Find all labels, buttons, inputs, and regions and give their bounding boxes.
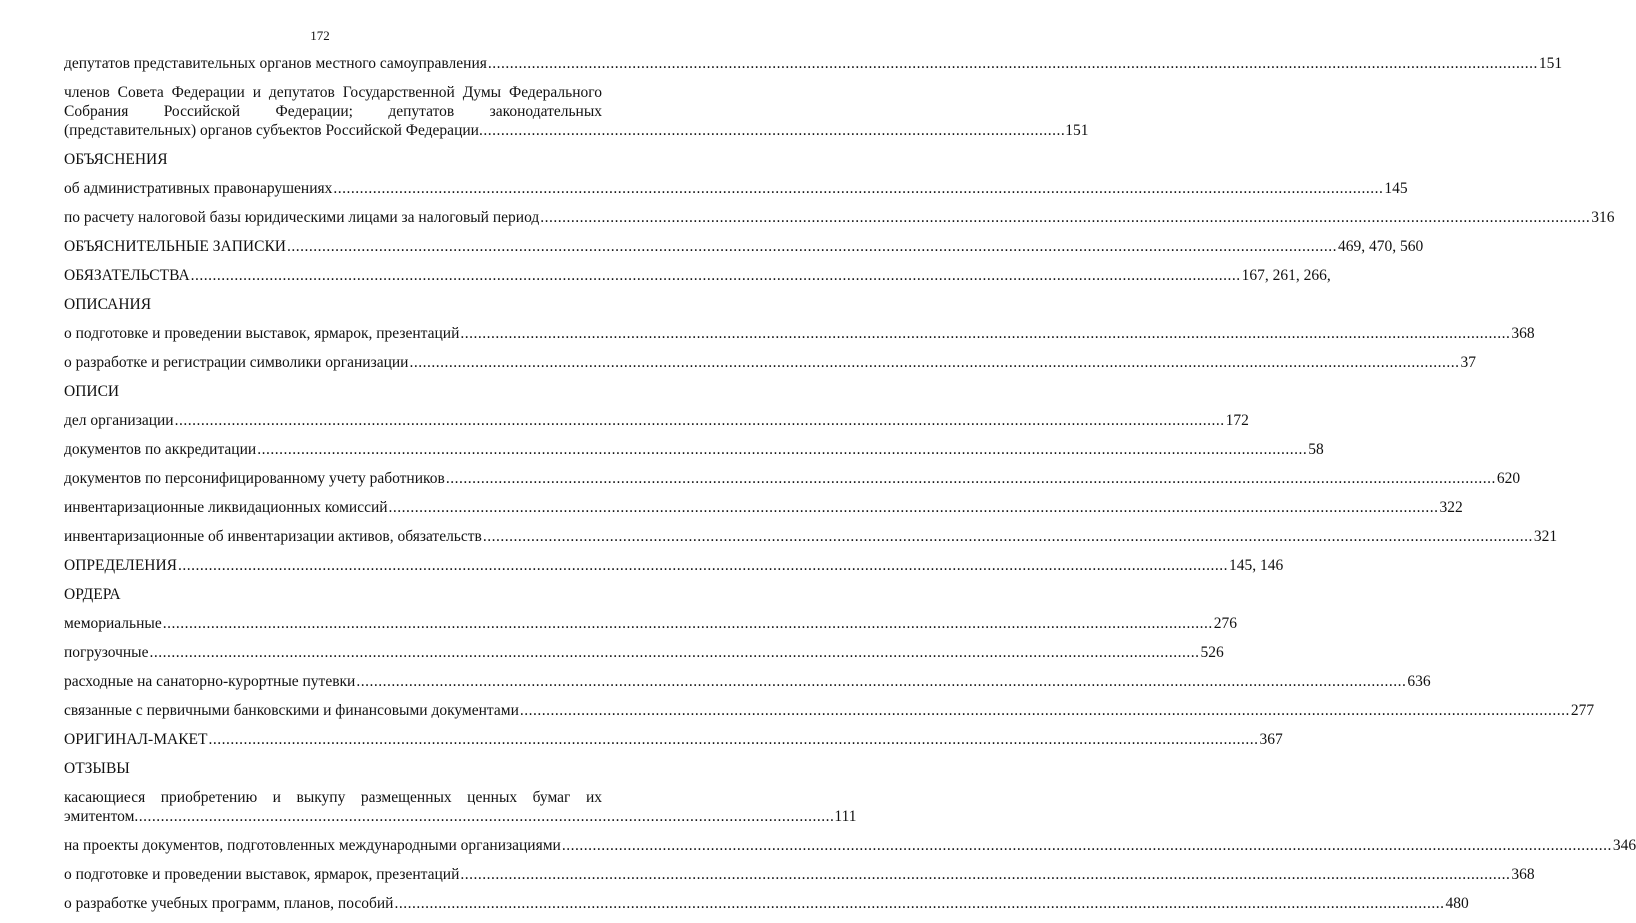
leader-dots	[520, 701, 1570, 720]
entry-pages: 526	[1200, 644, 1224, 661]
leader-dots	[163, 614, 1213, 633]
entry-text: расходные на санаторно-курортные путевки	[64, 673, 356, 690]
entry-pages: 480	[1445, 895, 1469, 912]
entry-pages: 322	[1439, 499, 1463, 516]
section-heading: ОТЗЫВЫ	[64, 760, 130, 777]
entry-last-line	[64, 807, 857, 826]
index-entry	[64, 527, 1558, 546]
leader-dots	[356, 672, 1406, 691]
section-heading: ОПИСИ	[64, 383, 120, 400]
entry-pages: 368	[1511, 325, 1535, 342]
entry-pages: 620	[1496, 470, 1521, 487]
entry-pages: 277	[1570, 702, 1595, 719]
index-entry	[64, 266, 1331, 285]
entry-text: документов по персонифицированному учету работников	[64, 470, 445, 487]
entry-pages: 167, 261, 266,	[1241, 267, 1331, 284]
index-entry	[64, 324, 1535, 343]
index-entry	[64, 353, 1476, 372]
entry-pages: 145, 146	[1229, 557, 1284, 574]
entry-line: касающиеся приобретению и выкупу размещенных ценных бумаг их	[64, 789, 602, 806]
entry-pages: 58	[1308, 441, 1324, 458]
entry-text: связанные с первичными банковскими и финансовыми документами	[64, 702, 519, 719]
section-heading: ОРИГИНАЛ-МАКЕТ	[64, 731, 208, 748]
entry-line: членов Совета Федерации и депутатов Государственной Думы Федерального	[64, 84, 602, 101]
leader-dots	[446, 469, 1496, 488]
index-entry	[64, 836, 1636, 855]
leader-dots	[191, 266, 1241, 285]
index-entry	[64, 672, 1431, 691]
entry-pages: 316	[1591, 209, 1615, 226]
entry-text: депутатов представительных органов местного самоуправления	[64, 55, 487, 72]
index-entry-multiline	[64, 788, 857, 826]
entry-pages: 346	[1612, 837, 1636, 854]
index-entry	[64, 865, 1535, 884]
section-heading: ОРДЕРА	[64, 586, 121, 603]
leader-dots: ................................................................................................................................................................	[134, 808, 835, 825]
entry-pages: 367	[1259, 731, 1283, 748]
leader-dots	[333, 179, 1383, 198]
entry-text: (представительных) органов субъектов Российской Федерации	[64, 122, 479, 139]
index-entry	[64, 614, 1237, 633]
index-entry	[64, 440, 1324, 459]
section-heading: ОБЯЗАТЕЛЬСТВА	[64, 267, 190, 284]
leader-dots	[178, 556, 1228, 575]
index-entry	[64, 208, 1615, 227]
index-entry	[64, 179, 1408, 198]
entry-pages: 469, 470, 560	[1338, 238, 1424, 255]
entry-pages: 636	[1407, 673, 1431, 690]
index-entry	[64, 643, 1224, 662]
entry-text: мемориальные	[64, 615, 162, 632]
leader-dots: ......................................................................................................................................	[478, 122, 1066, 139]
leader-dots	[540, 208, 1590, 227]
index-entry	[64, 701, 1595, 720]
section-heading: ОБЪЯСНИТЕЛЬНЫЕ ЗАПИСКИ	[64, 238, 286, 255]
leader-dots	[488, 54, 1538, 73]
entry-pages: 172	[1225, 412, 1249, 429]
page-number: 172	[310, 28, 330, 43]
leader-dots	[460, 865, 1510, 884]
entry-text: по расчету налоговой базы юридическими лицами за налоговый период	[64, 209, 540, 226]
entry-text: об административных правонарушениях	[64, 180, 333, 197]
index-entry	[64, 894, 1469, 913]
entry-text: инвентаризационные ликвидационных комиссий	[64, 499, 388, 516]
entry-text: эмитентом	[64, 808, 135, 825]
entry-pages: 111	[834, 808, 857, 825]
entry-pages: 276	[1213, 615, 1237, 632]
entry-text: дел организации	[64, 412, 174, 429]
entry-text: инвентаризационные об инвентаризации активов, обязательств	[64, 528, 482, 545]
entry-text: погрузочные	[64, 644, 149, 661]
index-entry	[64, 556, 1284, 575]
index-content	[64, 54, 1636, 923]
index-entry	[64, 498, 1463, 517]
leader-dots	[208, 730, 1258, 749]
index-entry	[64, 411, 1249, 430]
leader-dots	[460, 324, 1510, 343]
entry-text: о разработке учебных программ, планов, пособий	[64, 895, 394, 912]
index-entry	[64, 237, 1424, 256]
leader-dots	[562, 836, 1612, 855]
entry-last-line	[64, 121, 1089, 140]
leader-dots	[257, 440, 1307, 459]
section-heading: ОПРЕДЕЛЕНИЯ	[64, 557, 178, 574]
entry-pages: 37	[1460, 354, 1476, 371]
leader-dots	[394, 894, 1444, 913]
section-heading: ОПИСАНИЯ	[64, 296, 152, 313]
entry-text: о подготовке и проведении выставок, ярмарок, презентаций	[64, 866, 460, 883]
leader-dots	[389, 498, 1439, 517]
entry-text: документов по аккредитации	[64, 441, 257, 458]
index-entry-multiline	[64, 83, 1089, 140]
entry-pages: 151	[1065, 122, 1089, 139]
entry-text: о подготовке и проведении выставок, ярмарок, презентаций	[64, 325, 460, 342]
index-entry	[64, 54, 1563, 73]
entry-text: на проекты документов, подготовленных международными организациями	[64, 837, 561, 854]
entry-pages: 321	[1533, 528, 1558, 545]
index-entry	[64, 469, 1521, 488]
section-heading: ОБЪЯСНЕНИЯ	[64, 151, 168, 168]
leader-dots	[287, 237, 1337, 256]
leader-dots	[483, 527, 1533, 546]
entry-pages: 368	[1511, 866, 1535, 883]
entry-text: о разработке и регистрации символики организации	[64, 354, 409, 371]
leader-dots	[149, 643, 1199, 662]
entry-pages: 151	[1538, 55, 1563, 72]
leader-dots	[175, 411, 1225, 430]
leader-dots	[409, 353, 1459, 372]
index-entry	[64, 730, 1283, 749]
entry-pages: 145	[1384, 180, 1408, 197]
entry-line: Собрания Российской Федерации; депутатов законодательных	[64, 103, 602, 120]
